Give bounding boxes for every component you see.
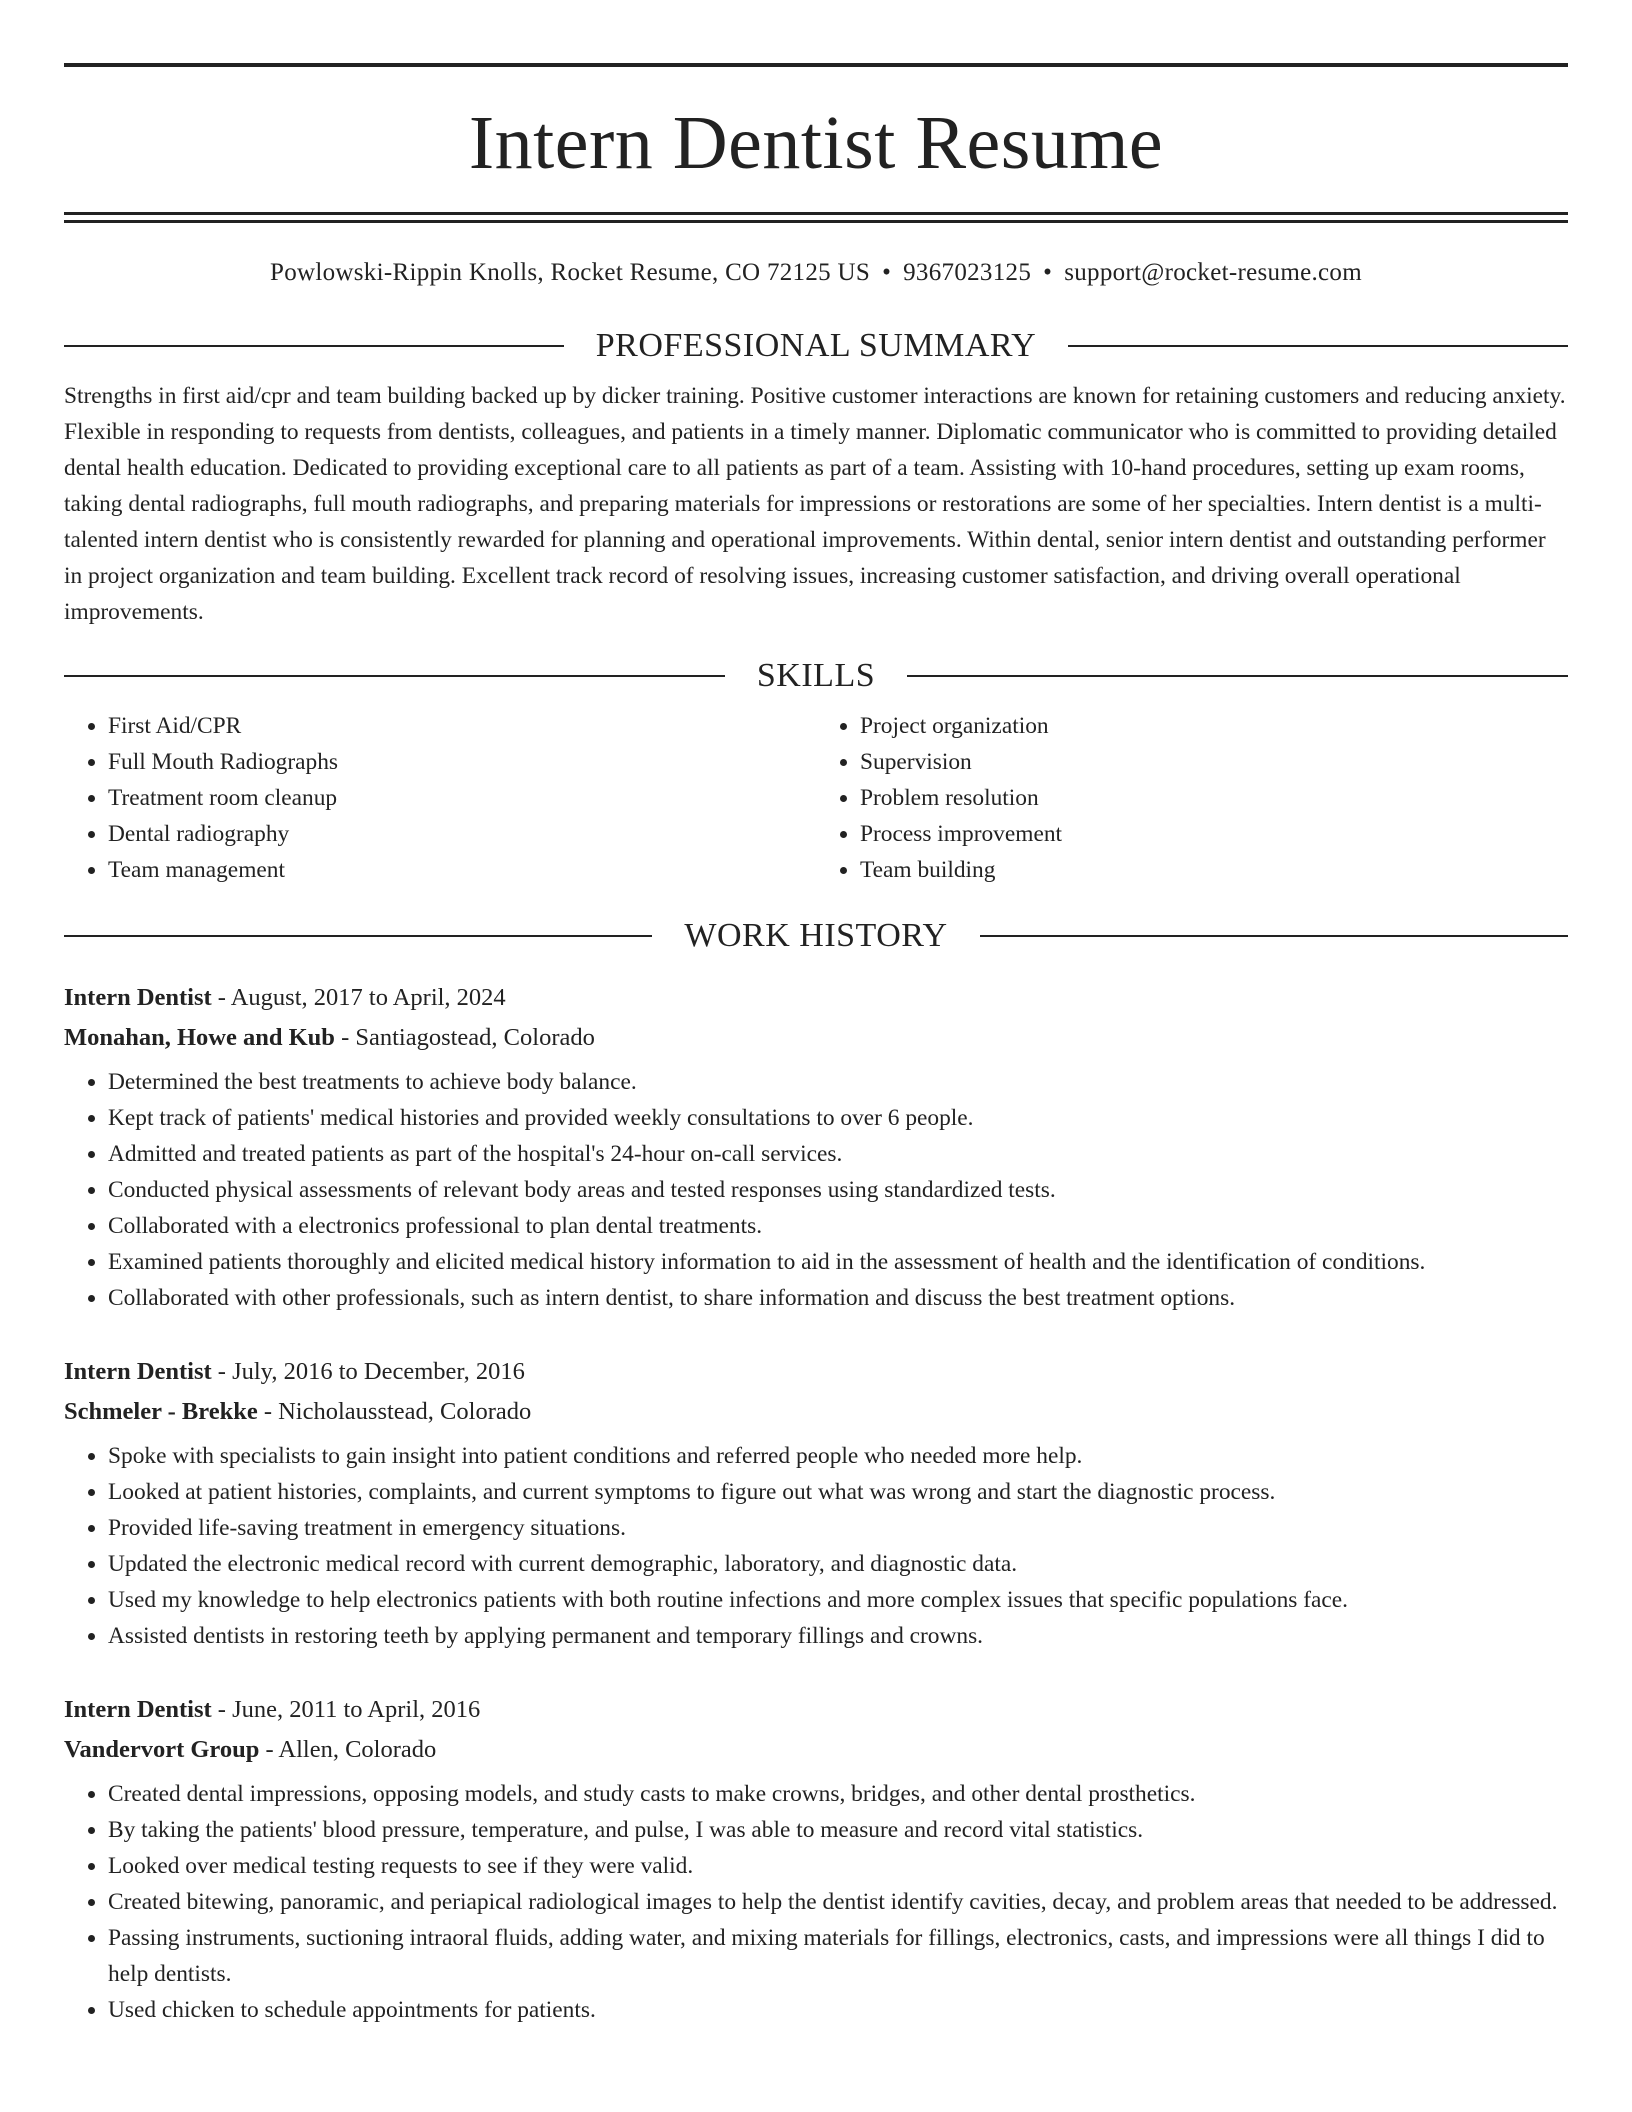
skill-item: • Project organization <box>860 708 1568 744</box>
job-bullet: • Kept track of patients' medical histories and provided weekly consultations to over 6 people. <box>108 1100 1568 1136</box>
skill-item: • Team building <box>860 852 1568 888</box>
heading-rule-left <box>64 675 725 677</box>
job-company: Schmeler - Brekke <box>64 1398 258 1425</box>
job-title: Intern Dentist <box>64 1696 212 1723</box>
job-bullet: • Provided life-saving treatment in emergency situations. <box>108 1510 1568 1546</box>
job-bullet: • By taking the patients' blood pressure, temperature, and pulse, I was able to measure and record vital statistics. <box>108 1812 1568 1848</box>
contact-separator: • <box>1043 259 1053 286</box>
job-entry <box>64 978 1568 1316</box>
job-bullet: • Created bitewing, panoramic, and periapical radiological images to help the dentist identify cavities, decay, and problem areas that needed to be addressed. <box>108 1884 1568 1920</box>
job-location: - Santiagostead, Colorado <box>334 1024 595 1051</box>
skills-heading <box>64 656 1568 696</box>
job-title-line <box>64 1690 1568 1730</box>
job-bullet: • Collaborated with a electronics professional to plan dental treatments. <box>108 1208 1568 1244</box>
job-entry <box>64 1690 1568 2028</box>
contact-email: support@rocket-resume.com <box>1064 259 1362 286</box>
summary-heading-label: PROFESSIONAL SUMMARY <box>595 327 1037 364</box>
skill-item: • Treatment room cleanup <box>108 780 816 816</box>
job-title: Intern Dentist <box>64 1358 212 1385</box>
summary-text: Strengths in first aid/cpr and team building backed up by dicker training. Positive customer interactions are known for retaining customers and reducing anxiety. Flexible in responding to requests from dentists, colleagues, and patients in a timely manner. Diplomatic communicator who is committed to providing detailed dental health education. Dedicated to providing exceptional care to all patients as part of a team. Assisting with 10-hand procedures, setting up exam rooms, taking dental radiographs, full mouth radiographs, and preparing materials for impressions or restorations are some of her specialties. Intern dentist is a multi-talented intern dentist who is consistently rewarded for planning and operational improvements. Within dental, senior intern dentist and outstanding performer in project organization and team building. Excellent track record of resolving issues, increasing customer satisfaction, and driving overall operational improvements. <box>64 383 1566 625</box>
job-dates: - July, 2016 to December, 2016 <box>211 1358 525 1385</box>
job-location: - Nicholausstead, Colorado <box>257 1398 532 1425</box>
job-bullet: • Examined patients thoroughly and elicited medical history information to aid in the assessment of health and the identification of conditions. <box>108 1244 1568 1280</box>
heading-rule-right <box>980 935 1568 937</box>
skill-item: • First Aid/CPR <box>108 708 816 744</box>
summary-heading <box>64 326 1568 366</box>
page-title: Intern Dentist Resume <box>468 101 1164 185</box>
job-dates: - August, 2017 to April, 2024 <box>211 984 506 1011</box>
job-bullet: • Conducted physical assessments of relevant body areas and tested responses using standardized tests. <box>108 1172 1568 1208</box>
job-entry <box>64 1352 1568 1654</box>
contact-phone: 9367023125 <box>903 259 1032 286</box>
top-rule <box>64 63 1568 67</box>
heading-rule-right <box>1068 345 1568 347</box>
job-bullet: • Updated the electronic medical record with current demographic, laboratory, and diagnostic data. <box>108 1546 1568 1582</box>
heading-rule-left <box>64 345 564 347</box>
job-dates: - June, 2011 to April, 2016 <box>211 1696 481 1723</box>
job-bullet: • Spoke with specialists to gain insight into patient conditions and referred people who needed more help. <box>108 1438 1568 1474</box>
job-bullets <box>64 1776 1568 2028</box>
job-bullet: • Collaborated with other professionals, such as intern dentist, to share information and discuss the best treatment options. <box>108 1280 1568 1316</box>
skill-item: • Supervision <box>860 744 1568 780</box>
job-title: Intern Dentist <box>64 984 212 1011</box>
title-double-rule <box>64 212 1568 223</box>
job-bullet: • Assisted dentists in restoring teeth by applying permanent and temporary fillings and crowns. <box>108 1618 1568 1654</box>
skills-column-right <box>816 708 1568 888</box>
heading-rule-left <box>64 935 652 937</box>
job-company-line <box>64 1392 1568 1432</box>
job-title-line <box>64 978 1568 1018</box>
job-company: Vandervort Group <box>64 1736 260 1763</box>
job-location: - Allen, Colorado <box>259 1736 437 1763</box>
skill-item: • Problem resolution <box>860 780 1568 816</box>
job-bullet: • Determined the best treatments to achieve body balance. <box>108 1064 1568 1100</box>
job-bullets <box>64 1438 1568 1654</box>
job-title-line <box>64 1352 1568 1392</box>
contact-address: Powlowski-Rippin Knolls, Rocket Resume, CO 72125 US <box>270 259 871 286</box>
contact-separator: • <box>882 259 892 286</box>
job-bullet: • Looked at patient histories, complaints, and current symptoms to figure out what was wrong and start the diagnostic process. <box>108 1474 1568 1510</box>
job-bullet: • Passing instruments, suctioning intraoral fluids, adding water, and mixing materials for fillings, electronics, casts, and impressions were all things I did to help dentists. <box>108 1920 1568 1992</box>
job-company-line <box>64 1730 1568 1770</box>
skill-item: • Process improvement <box>860 816 1568 852</box>
job-bullets <box>64 1064 1568 1316</box>
skill-item: • Team management <box>108 852 816 888</box>
skills-heading-label: SKILLS <box>756 657 876 694</box>
job-company-line <box>64 1018 1568 1058</box>
job-bullet: • Used my knowledge to help electronics patients with both routine infections and more complex issues that specific populations face. <box>108 1582 1568 1618</box>
contact-line <box>64 256 1568 290</box>
skill-item: • Full Mouth Radiographs <box>108 744 816 780</box>
skill-item: • Dental radiography <box>108 816 816 852</box>
skills-column-left <box>64 708 816 888</box>
job-bullet: • Admitted and treated patients as part of the hospital's 24-hour on-call services. <box>108 1136 1568 1172</box>
resume-page <box>64 0 1568 2028</box>
skills-list <box>64 708 1568 888</box>
job-company: Monahan, Howe and Kub <box>64 1024 335 1051</box>
heading-rule-right <box>907 675 1568 677</box>
job-bullet: • Used chicken to schedule appointments for patients. <box>108 1992 1568 2028</box>
work-heading <box>64 916 1568 956</box>
work-heading-label: WORK HISTORY <box>684 917 948 954</box>
job-bullet: • Looked over medical testing requests to see if they were valid. <box>108 1848 1568 1884</box>
job-bullet: • Created dental impressions, opposing models, and study casts to make crowns, bridges, and other dental prosthetics. <box>108 1776 1568 1812</box>
